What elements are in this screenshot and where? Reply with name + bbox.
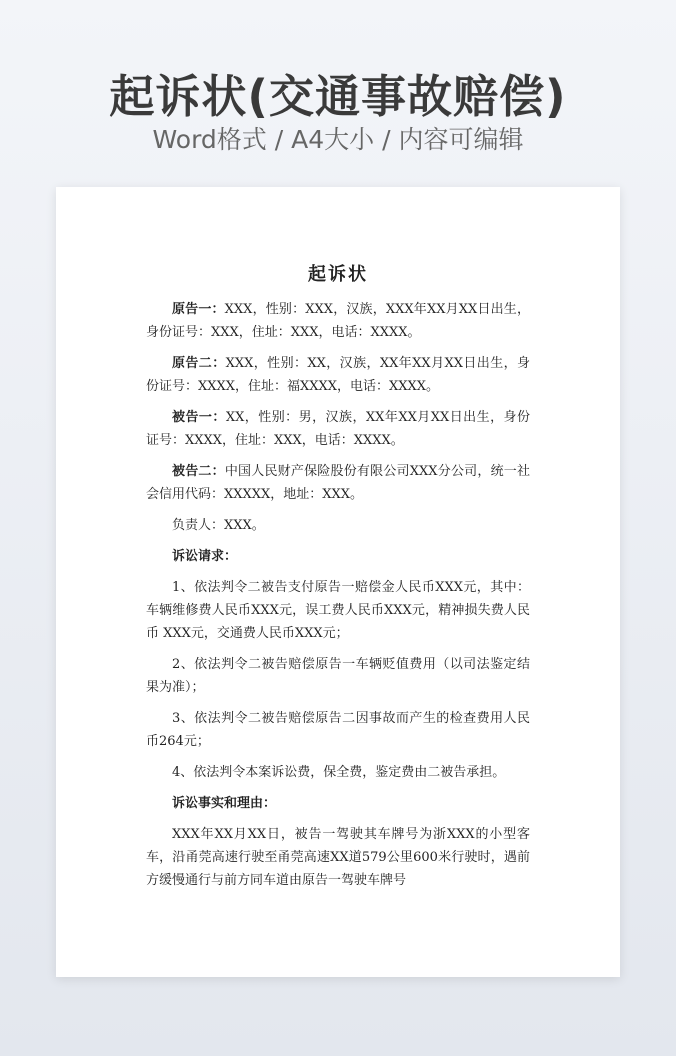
party-label: 被告一： (172, 410, 226, 425)
document-content (146, 260, 530, 900)
claim-item-3: 3、依法判令二被告赔偿原告二因事故而产生的检查费用人民币264元； (146, 711, 530, 749)
facts-heading: 诉讼事实和理由： (172, 796, 277, 811)
party-text: XXX，性别：XXX，汉族，XXX年XX月XX日出生，身份证号：XXX，住址：XXX，电话：XXXX。 (146, 302, 530, 340)
claim-item-4: 4、依法判令本案诉讼费，保全费，鉴定费由二被告承担。 (172, 765, 506, 780)
party-defendant-1 (146, 406, 530, 452)
claim-item-2: 2、依法判令二被告赔偿原告一车辆贬值费用（以司法鉴定结果为准）； (146, 657, 530, 695)
claims-heading: 诉讼请求： (172, 549, 238, 564)
document-title: 起诉状 (308, 264, 368, 285)
banner-title: 起诉状(交通事故赔偿) (109, 70, 567, 123)
banner-subtitle: Word格式 / A4大小 / 内容可编辑 (152, 125, 524, 154)
document-page (56, 187, 620, 977)
party-plaintiff-2 (146, 352, 530, 398)
claim-item-1: 1、依法判令二被告支付原告一赔偿金人民币XXX元，其中：车辆维修费人民币XXX元，误工费人民币XXX元，精神损失费人民币 XXX元，交通费人民币XXX元； (146, 580, 530, 641)
responsible-person: 负责人：XXX。 (172, 518, 265, 533)
party-label: 被告二： (172, 464, 225, 479)
party-text: XXX，性别：XX，汉族，XX年XX月XX日出生，身份证号：XXXX，住址：福XXXX，电话：XXXX。 (146, 356, 530, 394)
party-plaintiff-1 (146, 298, 530, 344)
facts-paragraph: XXX年XX月XX日，被告一驾驶其车牌号为浙XXX的小型客车，沿甬莞高速行驶至甬莞高速XX道579公里600米行驶时，遇前方缓慢通行与前方同车道由原告一驾驶车牌号 (146, 827, 530, 888)
party-defendant-2 (146, 460, 530, 506)
party-label: 原告二： (172, 356, 226, 371)
party-text: XX，性别：男，汉族，XX年XX月XX日出生，身份证号：XXXX，住址：XXX，电话：XXXX。 (146, 410, 530, 448)
party-label: 原告一： (172, 302, 225, 317)
party-text: 中国人民财产保险股份有限公司XXX分公司，统一社会信用代码：XXXXX，地址：XXX。 (146, 464, 530, 502)
